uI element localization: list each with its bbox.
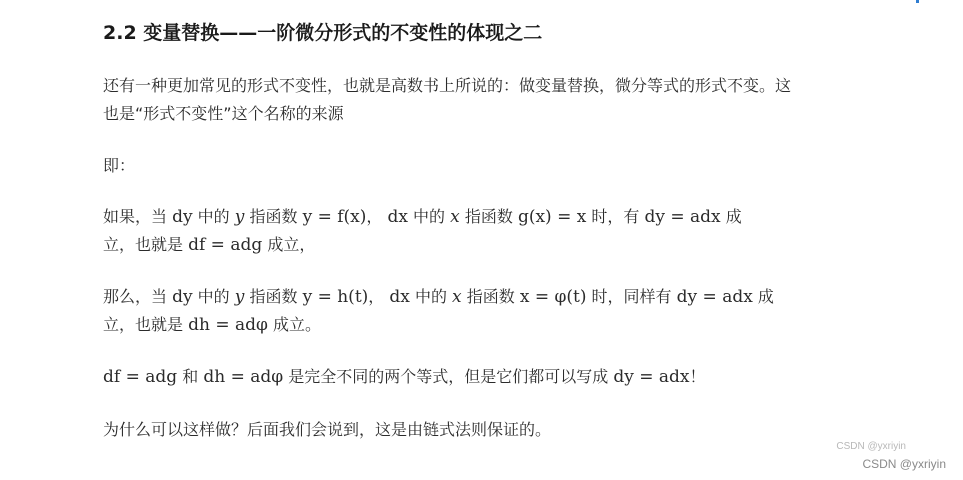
paragraph-namely: 即： (103, 156, 136, 175)
corner-marker (916, 0, 919, 3)
text-segment: 那么，当 (103, 287, 173, 306)
math-var-y: y (234, 207, 245, 227)
math-dh-eq-adphi: dh = adφ (203, 367, 284, 387)
text-segment: 中的 (409, 287, 453, 306)
paragraph-intro-line-1: 还有一种更加常见的形式不变性，也就是高数书上所说的：做变量替换，微分等式的形式不变。这 (103, 76, 792, 95)
watermark-small: CSDN @yxriyin (836, 441, 906, 452)
math-dx: dx (387, 207, 408, 227)
math-df-eq-adg: df = adg (188, 235, 263, 255)
math-dy: dy (172, 207, 193, 227)
paragraph-different-equations (103, 363, 863, 391)
math-y-eq-ht: y = h(t) (302, 287, 369, 307)
math-x-eq-phit: x = φ(t) (519, 287, 587, 307)
text-segment: 成立， (262, 235, 316, 254)
text-segment: 成 (720, 207, 742, 226)
math-df-eq-adg: df = adg (103, 367, 178, 387)
math-dy-eq-adx: dy = adx (613, 367, 690, 387)
text-segment: 指函数 (244, 207, 303, 226)
math-dx: dx (389, 287, 410, 307)
text-segment: 立，也就是 (103, 235, 189, 254)
text-segment: 指函数 (459, 207, 518, 226)
math-dy-eq-adx: dy = adx (676, 287, 753, 307)
paragraph-if-line-2 (103, 231, 863, 259)
text-segment: 指函数 (244, 287, 303, 306)
math-y (235, 287, 245, 307)
math-y (235, 207, 245, 227)
text-segment: 中的 (192, 207, 235, 226)
paragraph-if (103, 203, 863, 259)
text-segment: 时，同样有 (586, 287, 677, 306)
text-segment: 是完全不同的两个等式，但是它们都可以写成 (283, 367, 614, 386)
paragraph-then-line-1 (103, 283, 863, 311)
paragraph-then-line-2 (103, 311, 863, 339)
text-segment: ， (368, 287, 390, 306)
paragraph-if-line-1 (103, 203, 863, 231)
math-var-x: x (450, 207, 460, 227)
text-segment: ！ (689, 367, 706, 386)
paragraph-why: 为什么可以这样做？后面我们会说到，这是由链式法则保证的。 (103, 420, 552, 439)
paragraph-intro-line-2: 也是“形式不变性”这个名称的来源 (103, 104, 344, 123)
text-segment: 立，也就是 (103, 315, 189, 334)
math-var-x: x (452, 287, 462, 307)
text-segment: 中的 (192, 287, 235, 306)
math-gx-eq-x: g(x) = x (517, 207, 587, 227)
text-segment: 成 (752, 287, 774, 306)
paragraph-different-equations-line (103, 363, 863, 391)
math-y-eq-fx: y = f(x) (302, 207, 367, 227)
paragraph-then (103, 283, 863, 339)
text-segment: 指函数 (461, 287, 520, 306)
watermark-large: CSDN @yxriyin (862, 457, 946, 471)
section-heading: 2.2 变量替换——一阶微分形式的不变性的体现之二 (103, 22, 543, 44)
math-dh-eq-adphi: dh = adφ (188, 315, 268, 335)
math-dy-eq-adx: dy = adx (644, 207, 721, 227)
paragraph-intro (103, 72, 863, 128)
text-segment: 中的 (407, 207, 451, 226)
math-x (450, 207, 460, 227)
text-segment: 时，有 (586, 207, 645, 226)
math-x (452, 287, 462, 307)
text-segment: 如果，当 (103, 207, 173, 226)
text-segment: ， (366, 207, 388, 226)
text-segment: 和 (177, 367, 204, 386)
math-dy: dy (172, 287, 193, 307)
text-segment: 成立。 (267, 315, 321, 334)
math-var-y: y (234, 287, 245, 307)
